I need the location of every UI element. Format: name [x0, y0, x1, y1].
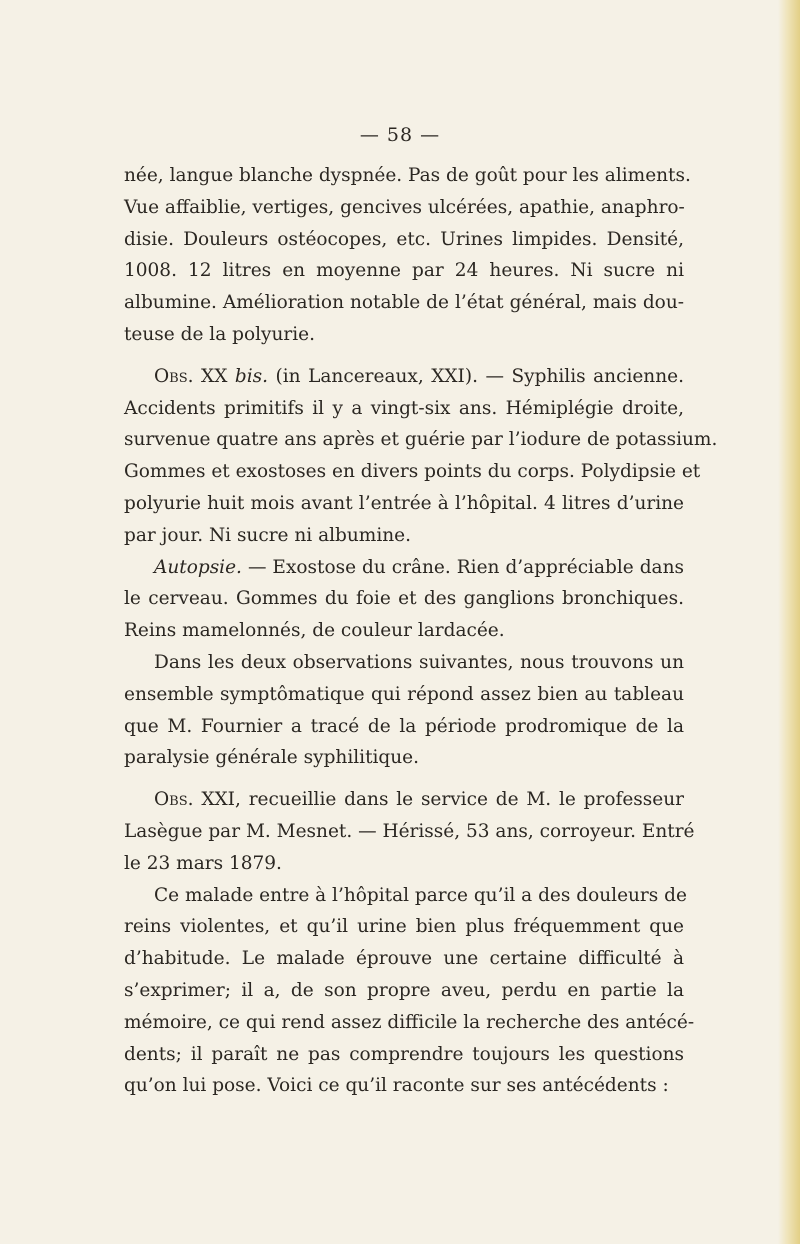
- text-line: d’habitude. Le malade éprouve une certaine difficulté à: [124, 948, 684, 970]
- text-line: paralysie générale syphilitique.: [124, 747, 420, 769]
- text-line: Ce malade entre à l’hôpital parce qu’il a des douleurs de: [154, 884, 687, 906]
- text-line: disie. Douleurs ostéocopes, etc. Urines limpides. Densité,: [124, 228, 684, 250]
- text-line: le cerveau. Gommes du foie et des ganglions bronchiques.: [124, 588, 684, 610]
- obs-heading-text: (in Lancereaux, XXI). — Syphilis ancienne.: [275, 365, 684, 387]
- text-line: née, langue blanche dyspnée. Pas de goût pour les aliments.: [124, 165, 691, 186]
- text-line: le 23 mars 1879.: [124, 852, 282, 874]
- text-line: Dans les deux observations suivantes, nous trouvons un: [154, 651, 684, 673]
- autopsy-line: [124, 552, 684, 584]
- text-line: mémoire, ce qui rend assez difficile la recherche des antécé-: [124, 1011, 695, 1033]
- obs-label: Obs.: [154, 789, 194, 811]
- observation-heading-line: [124, 361, 684, 393]
- obs-label: Obs.: [154, 365, 194, 387]
- text-line: dents; il paraît ne pas comprendre toujours les questions: [124, 1043, 684, 1065]
- obs-number: XX: [201, 365, 228, 387]
- text-line: teuse de la polyurie.: [124, 323, 315, 345]
- text-line: qu’on lui pose. Voici ce qu’il raconte sur ses antécédents :: [124, 1075, 669, 1097]
- text-line: ensemble symptômatique qui répond assez bien au tableau: [124, 683, 684, 705]
- text-line: Accidents primitifs il y a vingt-six ans. Hémiplégie droite,: [124, 397, 684, 419]
- text-line: polyurie huit mois avant l’entrée à l’hôpital. 4 litres d’urine: [124, 492, 684, 514]
- page-edge: [778, 0, 800, 1244]
- text-line: par jour. Ni sucre ni albumine.: [124, 524, 412, 546]
- text-line: Gommes et exostoses en divers points du corps. Polydipsie et: [124, 461, 701, 483]
- bis-label: bis.: [234, 365, 269, 387]
- text-line: albumine. Amélioration notable de l’état général, mais dou-: [124, 292, 684, 314]
- autopsy-text: — Exostose du crâne. Rien d’appréciable dans: [247, 556, 684, 578]
- text-line: Lasègue par M. Mesnet. — Hérissé, 53 ans, corroyeur. Entré: [124, 820, 695, 842]
- text-line: s’exprimer; il a, de son propre aveu, perdu en partie la: [124, 979, 684, 1001]
- text-line: que M. Fournier a tracé de la période prodromique de la: [124, 715, 684, 737]
- obs-heading-text: XXI, recueillie dans le service de M. le professeur: [201, 789, 684, 811]
- text-line: survenue quatre ans après et guérie par l’iodure de potassium.: [124, 429, 718, 451]
- body-text: [124, 160, 718, 1102]
- text-line: Reins mamelonnés, de couleur lardacée.: [124, 620, 505, 642]
- page-number: — 58 —: [359, 124, 441, 146]
- text-line: 1008. 12 litres en moyenne par 24 heures. Ni sucre ni: [124, 260, 684, 282]
- autopsy-label: Autopsie.: [154, 556, 242, 578]
- text-line: Vue affaiblie, vertiges, gencives ulcérées, apathie, anaphro-: [124, 196, 685, 218]
- observation-heading-line: [124, 784, 684, 816]
- text-line: reins violentes, et qu’il urine bien plus fréquemment que: [124, 916, 684, 938]
